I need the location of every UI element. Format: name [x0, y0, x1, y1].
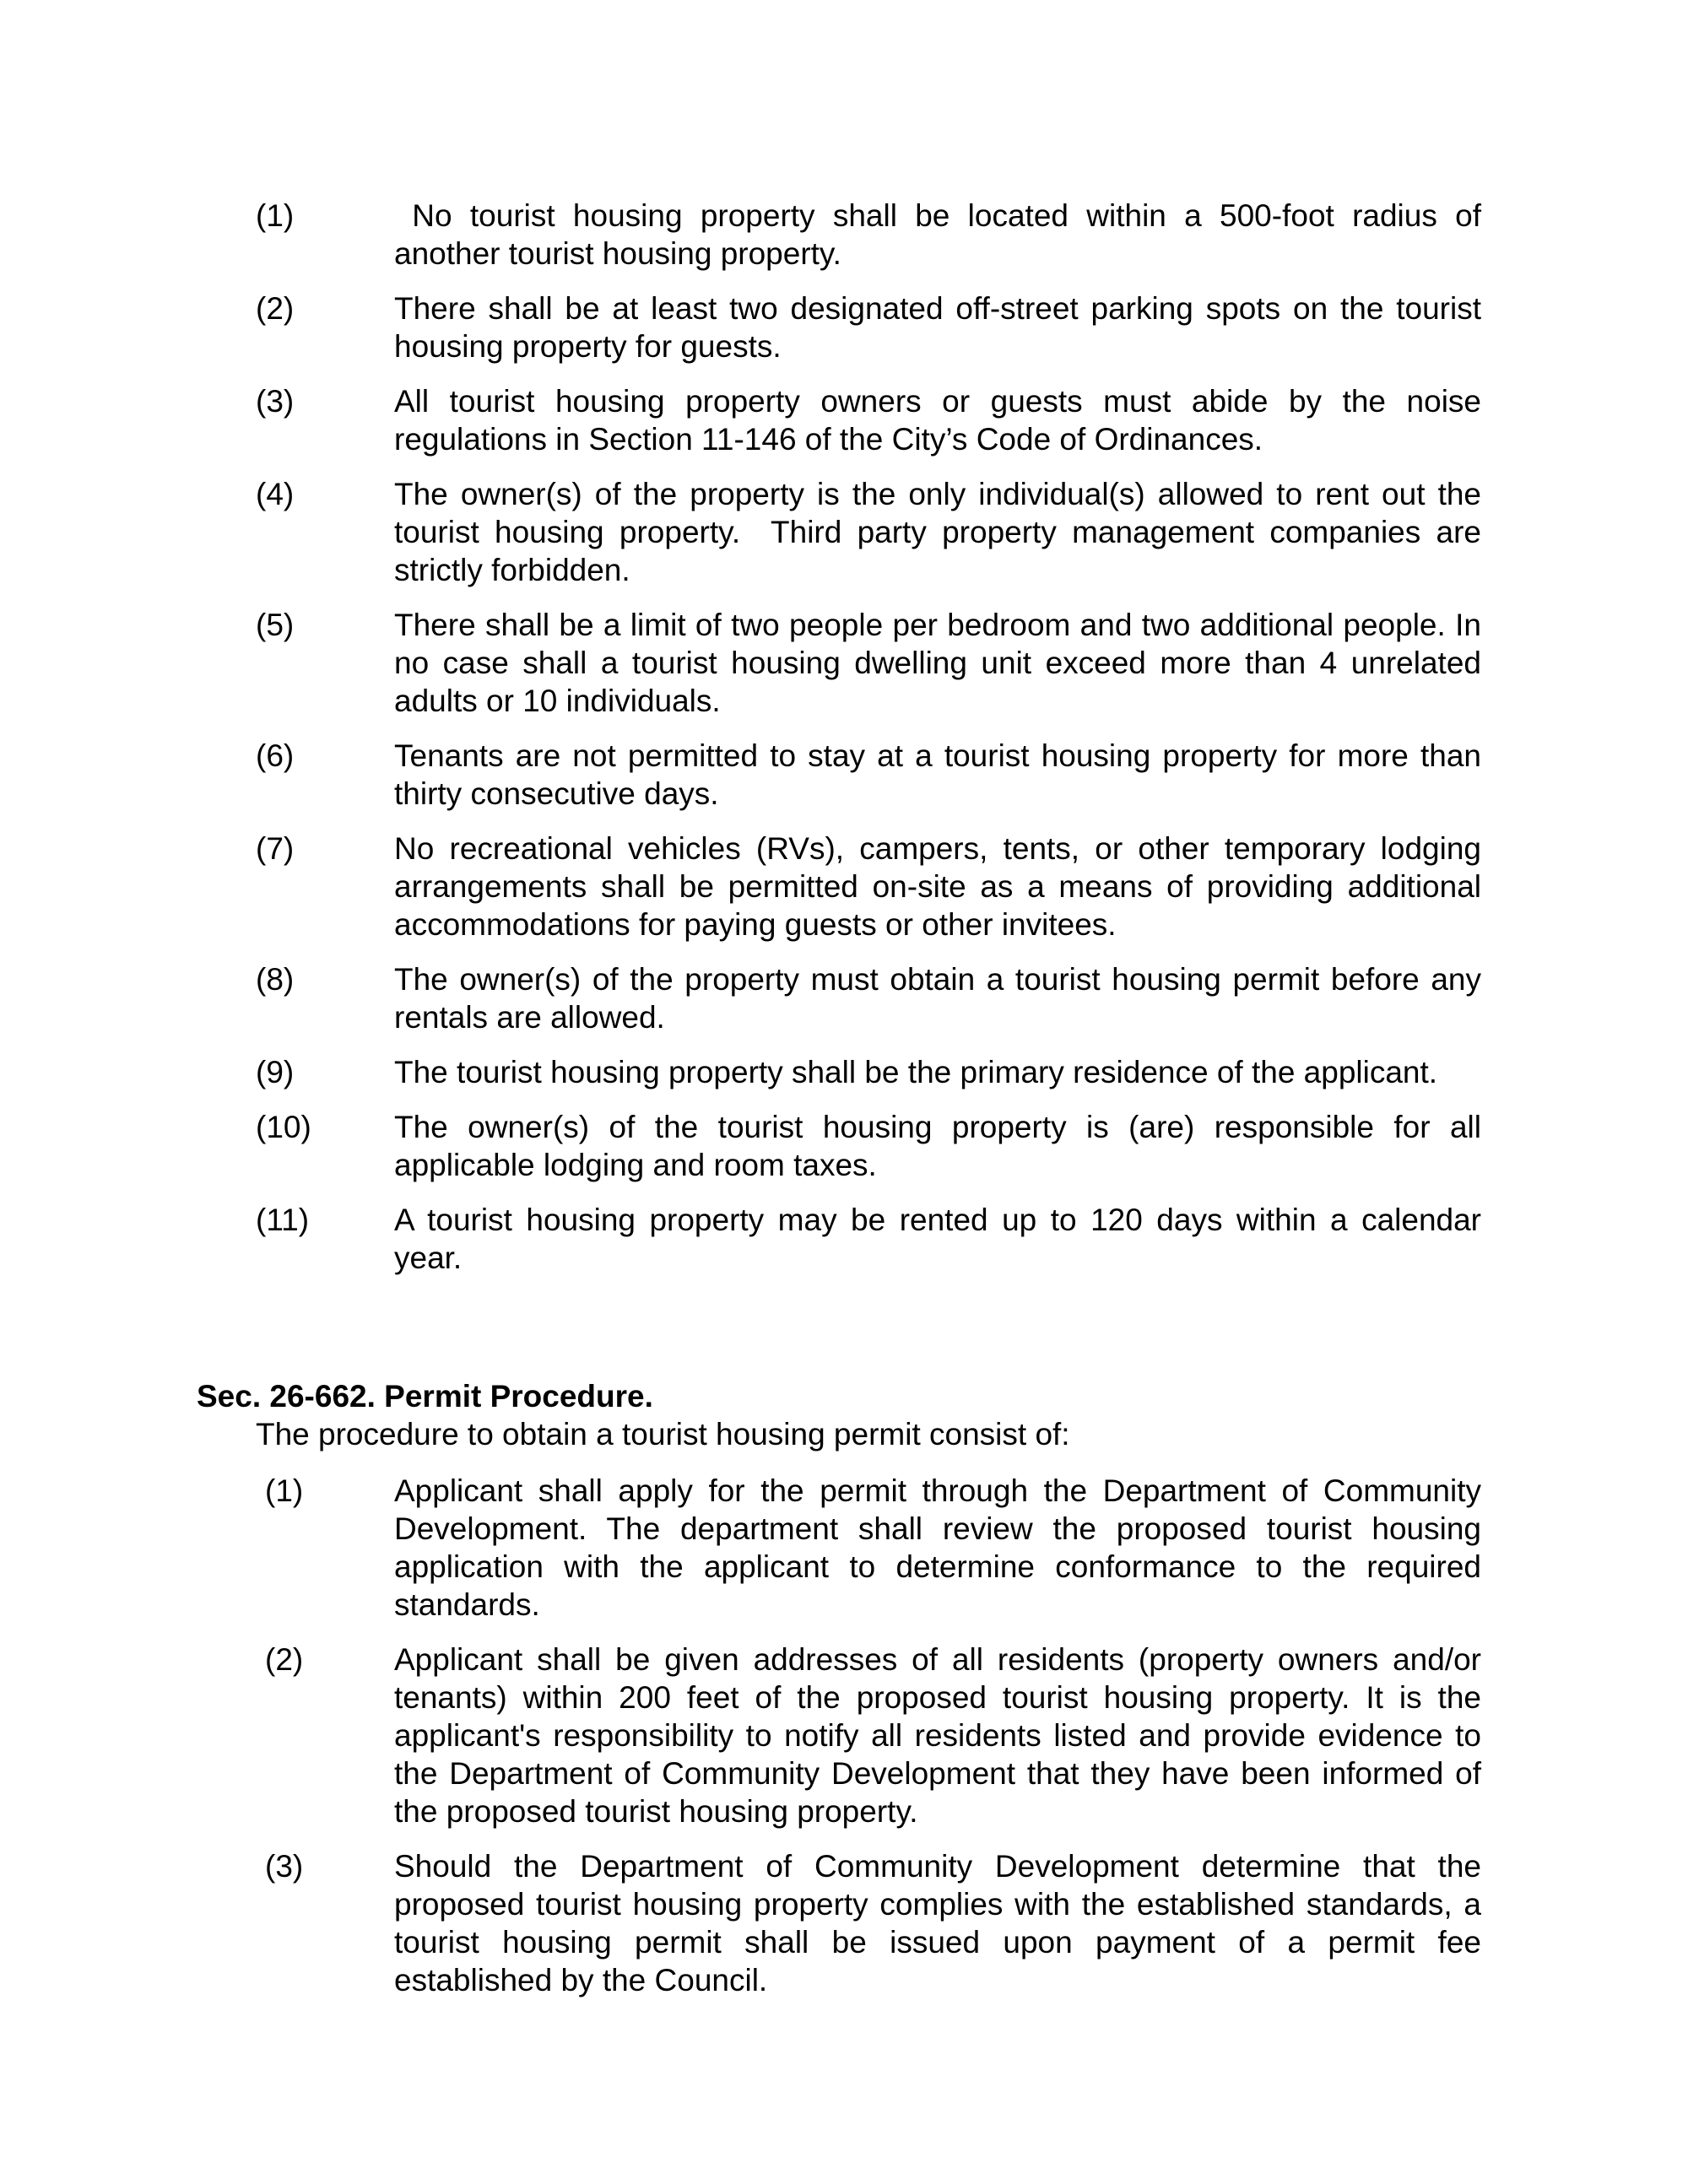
- item-text: Should the Department of Community Development determine that the proposed tourist housing property complies with the established standards, a tourist housing permit shall be issued upon payment of a permit fee established by the Council.: [394, 1849, 1481, 1997]
- list-item: [0, 289, 1688, 365]
- section-heading: Sec. 26-662. Permit Procedure.: [197, 1379, 653, 1414]
- list-item: [0, 1053, 1688, 1091]
- item-text: There shall be a limit of two people per bedroom and two additional people. In no case shall a tourist housing dwelling unit exceed more than 4 unrelated adults or 10 individuals.: [394, 608, 1481, 718]
- item-text: The owner(s) of the tourist housing property is (are) responsible for all applicable lodging and room taxes.: [394, 1110, 1481, 1182]
- item-number: (8): [256, 962, 295, 997]
- item-number: (1): [265, 1473, 304, 1508]
- list-item: [0, 606, 1688, 720]
- item-text: All tourist housing property owners or guests must abide by the noise regulations in Section 11-146 of the City’s Code of Ordinances.: [394, 384, 1481, 457]
- item-text: No recreational vehicles (RVs), campers, tents, or other temporary lodging arrangements shall be permitted on-site as a means of providing additional accommodations for paying guests or other invitees.: [394, 831, 1481, 942]
- item-number: (1): [256, 198, 295, 233]
- permit-procedure-list: [0, 1472, 1688, 2016]
- item-text: There shall be at least two designated off-street parking spots on the tourist housing property for guests.: [394, 291, 1481, 364]
- item-number: (9): [256, 1055, 295, 1089]
- item-number: (3): [256, 384, 295, 419]
- item-text: Tenants are not permitted to stay at a tourist housing property for more than thirty consecutive days.: [394, 738, 1481, 811]
- item-text: A tourist housing property may be rented up to 120 days within a calendar year.: [394, 1203, 1481, 1275]
- item-number: (6): [256, 738, 295, 773]
- item-number: (7): [256, 831, 295, 866]
- item-text: Applicant shall be given addresses of all residents (property owners and/or tenants) within 200 feet of the proposed tourist housing property. It is the applicant's responsibility to notify all residents listed and provide evidence to the Department of Community Development that they have been informed of the proposed tourist housing property.: [394, 1642, 1481, 1829]
- item-number: (2): [256, 291, 295, 326]
- list-item: [0, 1201, 1688, 1277]
- list-item: [0, 475, 1688, 589]
- list-item: [0, 197, 1688, 273]
- item-number: (3): [265, 1849, 304, 1884]
- item-text: The owner(s) of the property must obtain a tourist housing permit before any rentals are allowed.: [394, 962, 1481, 1035]
- item-number: (10): [256, 1110, 311, 1144]
- standards-list: [0, 197, 1688, 1294]
- item-text: Applicant shall apply for the permit through the Department of Community Development. The department shall review the proposed tourist housing application with the applicant to determine conformance to the required standards.: [394, 1473, 1481, 1622]
- item-number: (4): [256, 477, 295, 511]
- list-item: [0, 1641, 1688, 1830]
- section-intro: The procedure to obtain a tourist housing permit consist of:: [256, 1417, 1070, 1451]
- item-number: (5): [256, 608, 295, 642]
- item-number: (11): [256, 1203, 310, 1237]
- item-text: The owner(s) of the property is the only individual(s) allowed to rent out the tourist housing property. Third party property management companies are strictly forbidden.: [394, 477, 1491, 587]
- list-item: [0, 1472, 1688, 1624]
- list-item: [0, 737, 1688, 813]
- list-item: [0, 1108, 1688, 1184]
- item-number: (2): [265, 1642, 304, 1677]
- list-item: [0, 382, 1688, 458]
- item-text: The tourist housing property shall be the primary residence of the applicant.: [394, 1055, 1438, 1089]
- list-item: [0, 830, 1688, 943]
- list-item: [0, 960, 1688, 1036]
- list-item: [0, 1847, 1688, 1999]
- item-text: No tourist housing property shall be located within a 500-foot radius of another tourist housing property.: [394, 198, 1491, 271]
